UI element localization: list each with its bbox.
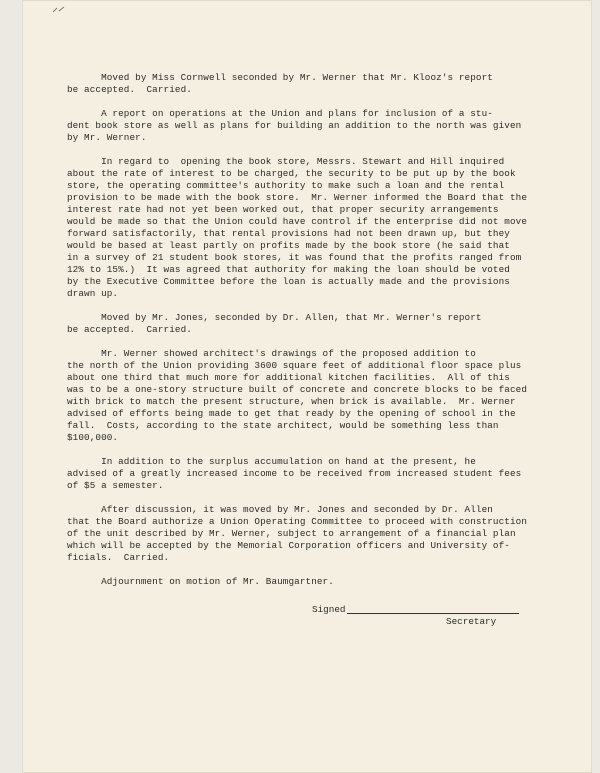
text-line: store, the operating committee's authority to make such a loan and the rental [67, 180, 505, 191]
text-line: In regard to opening the book store, Messrs. Stewart and Hill inquired [67, 156, 505, 167]
text-line: by Mr. Werner. [67, 132, 147, 143]
paragraph-gap [67, 564, 547, 576]
text-line: in a survey of 21 student book stores, it was found that the profits ranged from [67, 252, 522, 263]
secretary-label: Secretary [446, 616, 497, 627]
text-line: After discussion, it was moved by Mr. Jones and seconded by Dr. Allen [67, 504, 493, 515]
text-line: advised of efforts being made to get that ready by the opening of school in the [67, 408, 516, 419]
text-line: provision to be made with the book store. Mr. Werner informed the Board that the [67, 192, 528, 203]
text-line: In addition to the surplus accumulation on hand at the present, he [67, 456, 476, 467]
paragraph-gap [67, 492, 547, 504]
text-line: 12% to 15%.) It was agreed that authority for making the loan should be voted [67, 264, 510, 275]
text-line: about the rate of interest to be charged, the security to be put up by the book [67, 168, 516, 179]
text-line: fall. Costs, according to the state architect, would be something less than [67, 420, 499, 431]
text-line: that the Board authorize a Union Operating Committee to proceed with construction [67, 516, 528, 527]
text-line: ficials. Carried. [67, 552, 170, 563]
text-line: advised of a greatly increased income to be received from increased student fees [67, 468, 522, 479]
text-line: dent book store as well as plans for building an addition to the north was given [67, 120, 522, 131]
text-line: the north of the Union providing 3600 square feet of additional floor space plus [67, 360, 522, 371]
paragraph-gap [67, 96, 547, 108]
text-line: Moved by Mr. Jones, seconded by Dr. Allen, that Mr. Werner's report [67, 312, 482, 323]
text-line: $100,000. [67, 432, 119, 443]
text-line: be accepted. Carried. [67, 324, 192, 335]
text-line: would be based at least partly on profits made by the book store (he said that [67, 240, 510, 251]
corner-mark-icon [52, 6, 66, 14]
paragraph-gap [67, 144, 547, 156]
text-line: interest rate had not yet been worked out, that proper security arrangements [67, 204, 499, 215]
paragraph-gap [67, 300, 547, 312]
minutes-text [67, 72, 547, 588]
text-line: Adjournment on motion of Mr. Baumgartner. [67, 576, 334, 587]
paragraph-gap [67, 336, 547, 348]
signature-block [312, 604, 532, 616]
signature-line [347, 613, 519, 614]
text-line: with brick to match the present structure, when brick is available. Mr. Werner [67, 396, 516, 407]
text-line: of the unit described by Mr. Werner, subject to arrangement of a financial plan [67, 528, 516, 539]
text-line: about one third that much more for additional kitchen facilities. All of this [67, 372, 510, 383]
text-line: drawn up. [67, 288, 119, 299]
text-line: forward satisfactorily, that rental provisions had not been drawn up, but they [67, 228, 510, 239]
text-line: A report on operations at the Union and plans for inclusion of a stu- [67, 108, 493, 119]
text-line: which will be accepted by the Memorial Corporation officers and University of- [67, 540, 510, 551]
paragraph-gap [67, 444, 547, 456]
signed-label: Signed [312, 604, 346, 615]
text-line: be accepted. Carried. [67, 84, 192, 95]
text-line: Moved by Miss Cornwell seconded by Mr. Werner that Mr. Klooz's report [67, 72, 493, 83]
text-line: Mr. Werner showed architect's drawings of the proposed addition to [67, 348, 476, 359]
text-line: would be made so that the Union could have control if the enterprise did not move [67, 216, 528, 227]
text-line: was to be a one-story structure built of concrete and concrete blocks to be faced [67, 384, 528, 395]
text-line: of $5 a semester. [67, 480, 164, 491]
text-line: by the Executive Committee before the loan is actually made and the provisions [67, 276, 510, 287]
